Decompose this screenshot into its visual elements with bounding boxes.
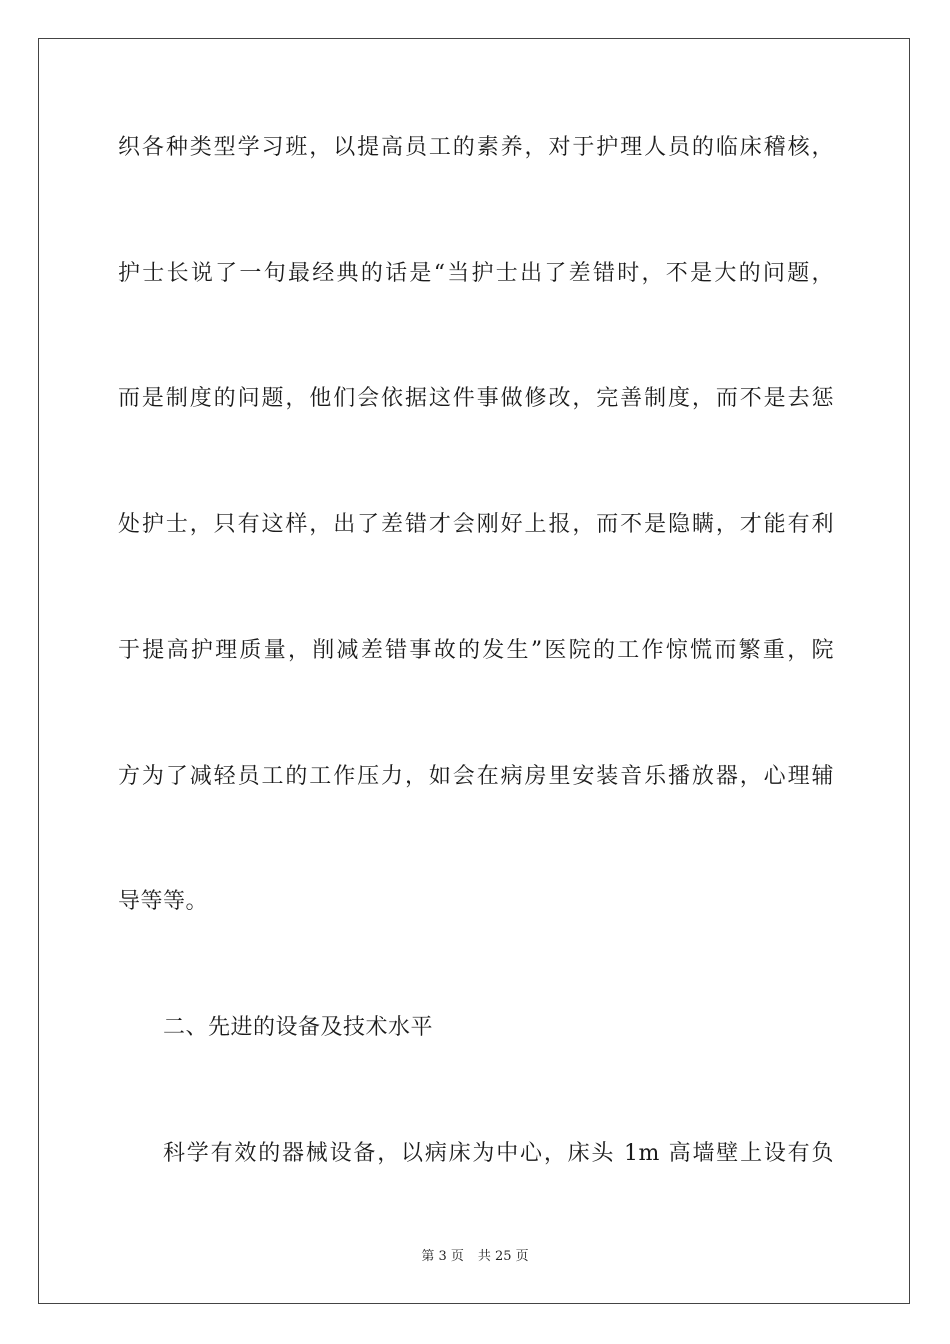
page-total: 共 25 页 — [477, 1249, 529, 1264]
page-footer — [0, 1248, 950, 1266]
body-text-line: 科学有效的器械设备，以病床为中心，床头 1m 高墙壁上设有负 — [163, 1141, 834, 1166]
body-text-line: 处护士，只有这样，出了差错才会刚好上报，而不是隐瞒，才能有利 — [118, 512, 834, 537]
body-text-line: 导等等。 — [118, 889, 209, 914]
page-number: 第 3 页 — [421, 1249, 464, 1264]
body-text-line: 护士长说了一句最经典的话是“当护士出了差错时，不是大的问题， — [118, 261, 834, 286]
body-text-line: 织各种类型学习班，以提高员工的素养，对于护理人员的临床稽核， — [118, 135, 834, 160]
body-text-line: 方为了减轻员工的工作压力，如会在病房里安装音乐播放器，心理辅 — [118, 764, 834, 789]
body-text-line: 于提高护理质量，削减差错事故的发生”医院的工作惊慌而繁重，院 — [118, 638, 834, 663]
body-text-line: 而是制度的问题，他们会依据这件事做修改，完善制度，而不是去惩 — [118, 386, 834, 411]
page-border — [38, 38, 910, 1304]
section-heading: 二、先进的设备及技术水平 — [163, 1015, 434, 1040]
